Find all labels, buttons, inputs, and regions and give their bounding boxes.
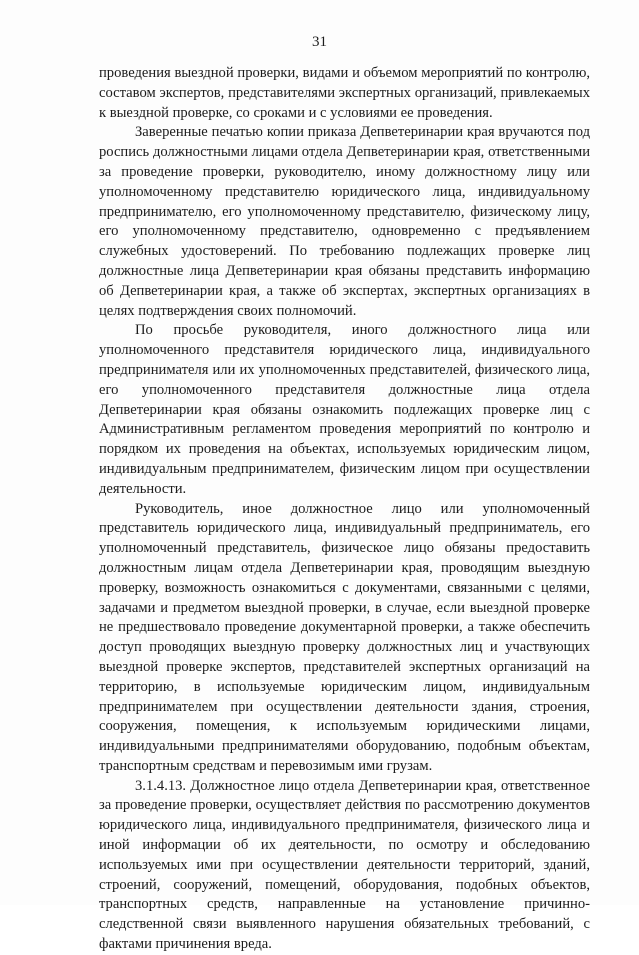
- document-body: [99, 64, 590, 955]
- paragraph-3-1-4-13: 3.1.4.13. Должностное лицо отдела Депветеринарии края, ответственное за проведение проверки, осуществляет действия по рассмотрению документов юридического лица, индивидуального предпринимателя, физического лица и иной информации об их деятельности, по осмотру и обследованию используемых ими при осуществлении деятельности территорий, зданий, строений, сооружений, помещений, оборудования, подобных объектов, транспортных средств, направленные на установление причинно-следственной связи выявленного нарушения обязательных требований, с фактами причинения вреда.: [99, 777, 590, 953]
- paragraph-order-copies: Заверенные печатью копии приказа Депветеринарии края вручаются под роспись должностными лицами отдела Депветеринарии края, ответственными за проведение проверки, руководителю, иному должностному лицу или уполномоченному представителю юридического лица, индивидуальному предпринимателю, его уполномоченному представителю, физическому лицу, его уполномоченному представителю, одновременно с предъявлением служебных удостоверений. По требованию подлежащих проверке лиц должностные лица Депветеринарии края обязаны представить информацию об Депветеринарии края, а также об экспертах, экспертных организациях в целях подтверждения своих полномочий.: [99, 124, 590, 319]
- paragraph-continuation: проведения выездной проверки, видами и объемом мероприятий по контролю, составом экспертов, представителями экспертных организаций, привлекаемых к выездной проверке, со сроками и с условиями ее проведения.: [99, 65, 590, 121]
- paragraph-regulation-familiarization: По просьбе руководителя, иного должностного лица или уполномоченного представителя юридического лица, индивидуального предпринимателя или их уполномоченных представителей, физического лица, его уполномоченного представителя должностные лица отдела Депветеринарии края обязаны ознакомить подлежащих проверке лиц с Административным регламентом проведения мероприятий по контролю и порядком их проведения на объектах, используемых юридическим лицом, индивидуальным предпринимателем, физическим лицом при осуществлении деятельности.: [99, 322, 590, 497]
- paragraph-access-obligations: Руководитель, иное должностное лицо или уполномоченный представитель юридического лица, индивидуальный предприниматель, его уполномоченный представитель, физическое лицо обязаны предоставить должностным лицам отдела Депветеринарии края, проводящим выездную проверку, возможность ознакомиться с документами, связанными с целями, задачами и предметом выездной проверки, в случае, если выездной проверке не предшествовало проведение документарной проверки, а также обеспечить доступ проводящих выездную проверку должностных лиц и участвующих выездной проверке экспертов, представителей экспертных организаций на территорию, в используемые юридическим лицом, индивидуальным предпринимателем при осуществлении деятельности здания, строения, сооружения, помещения, к используемым юридическими лицами, индивидуальными предпринимателями оборудованию, подобным объектам, транспортным средствам и перевозимым ими грузам.: [99, 500, 590, 774]
- page-number: 31: [312, 34, 327, 50]
